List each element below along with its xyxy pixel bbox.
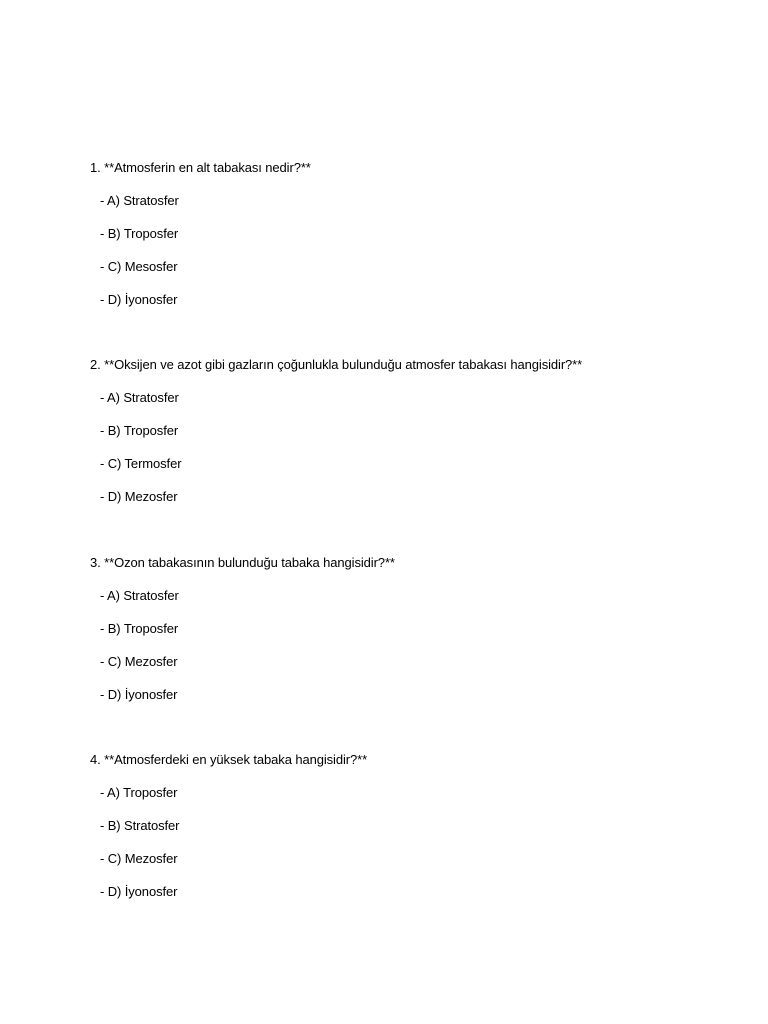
option-a: - A) Stratosfer [100, 193, 179, 208]
option-list [90, 586, 750, 705]
option-b: - B) Troposfer [100, 226, 179, 241]
option-b: - B) Troposfer [100, 423, 179, 438]
option-c: - C) Mesosfer [100, 259, 178, 274]
question-4 [90, 750, 750, 902]
option-b: - B) Troposfer [100, 621, 179, 636]
question-text: 3. **Ozon tabakasının bulunduğu tabaka hangisidir?** [90, 555, 395, 570]
question-1 [90, 158, 750, 310]
option-d: - D) Mezosfer [100, 489, 178, 504]
option-a: - A) Stratosfer [100, 390, 179, 405]
option-list [90, 191, 750, 310]
option-list [90, 388, 750, 507]
question-text: 1. **Atmosferin en alt tabakası nedir?** [90, 160, 311, 175]
question-text: 4. **Atmosferdeki en yüksek tabaka hangisidir?** [90, 752, 368, 767]
option-c: - C) Mezosfer [100, 654, 178, 669]
question-text: 2. **Oksijen ve azot gibi gazların çoğunlukla bulunduğu atmosfer tabakası hangisidir?** [90, 357, 583, 372]
option-list [90, 783, 750, 902]
question-3 [90, 553, 750, 705]
option-d: - D) İyonosfer [100, 884, 178, 899]
option-a: - A) Troposfer [100, 785, 178, 800]
option-b: - B) Stratosfer [100, 818, 180, 833]
option-a: - A) Stratosfer [100, 588, 179, 603]
option-c: - C) Mezosfer [100, 851, 178, 866]
option-d: - D) İyonosfer [100, 292, 178, 307]
option-d: - D) İyonosfer [100, 687, 178, 702]
option-c: - C) Termosfer [100, 456, 182, 471]
question-2 [90, 355, 750, 507]
